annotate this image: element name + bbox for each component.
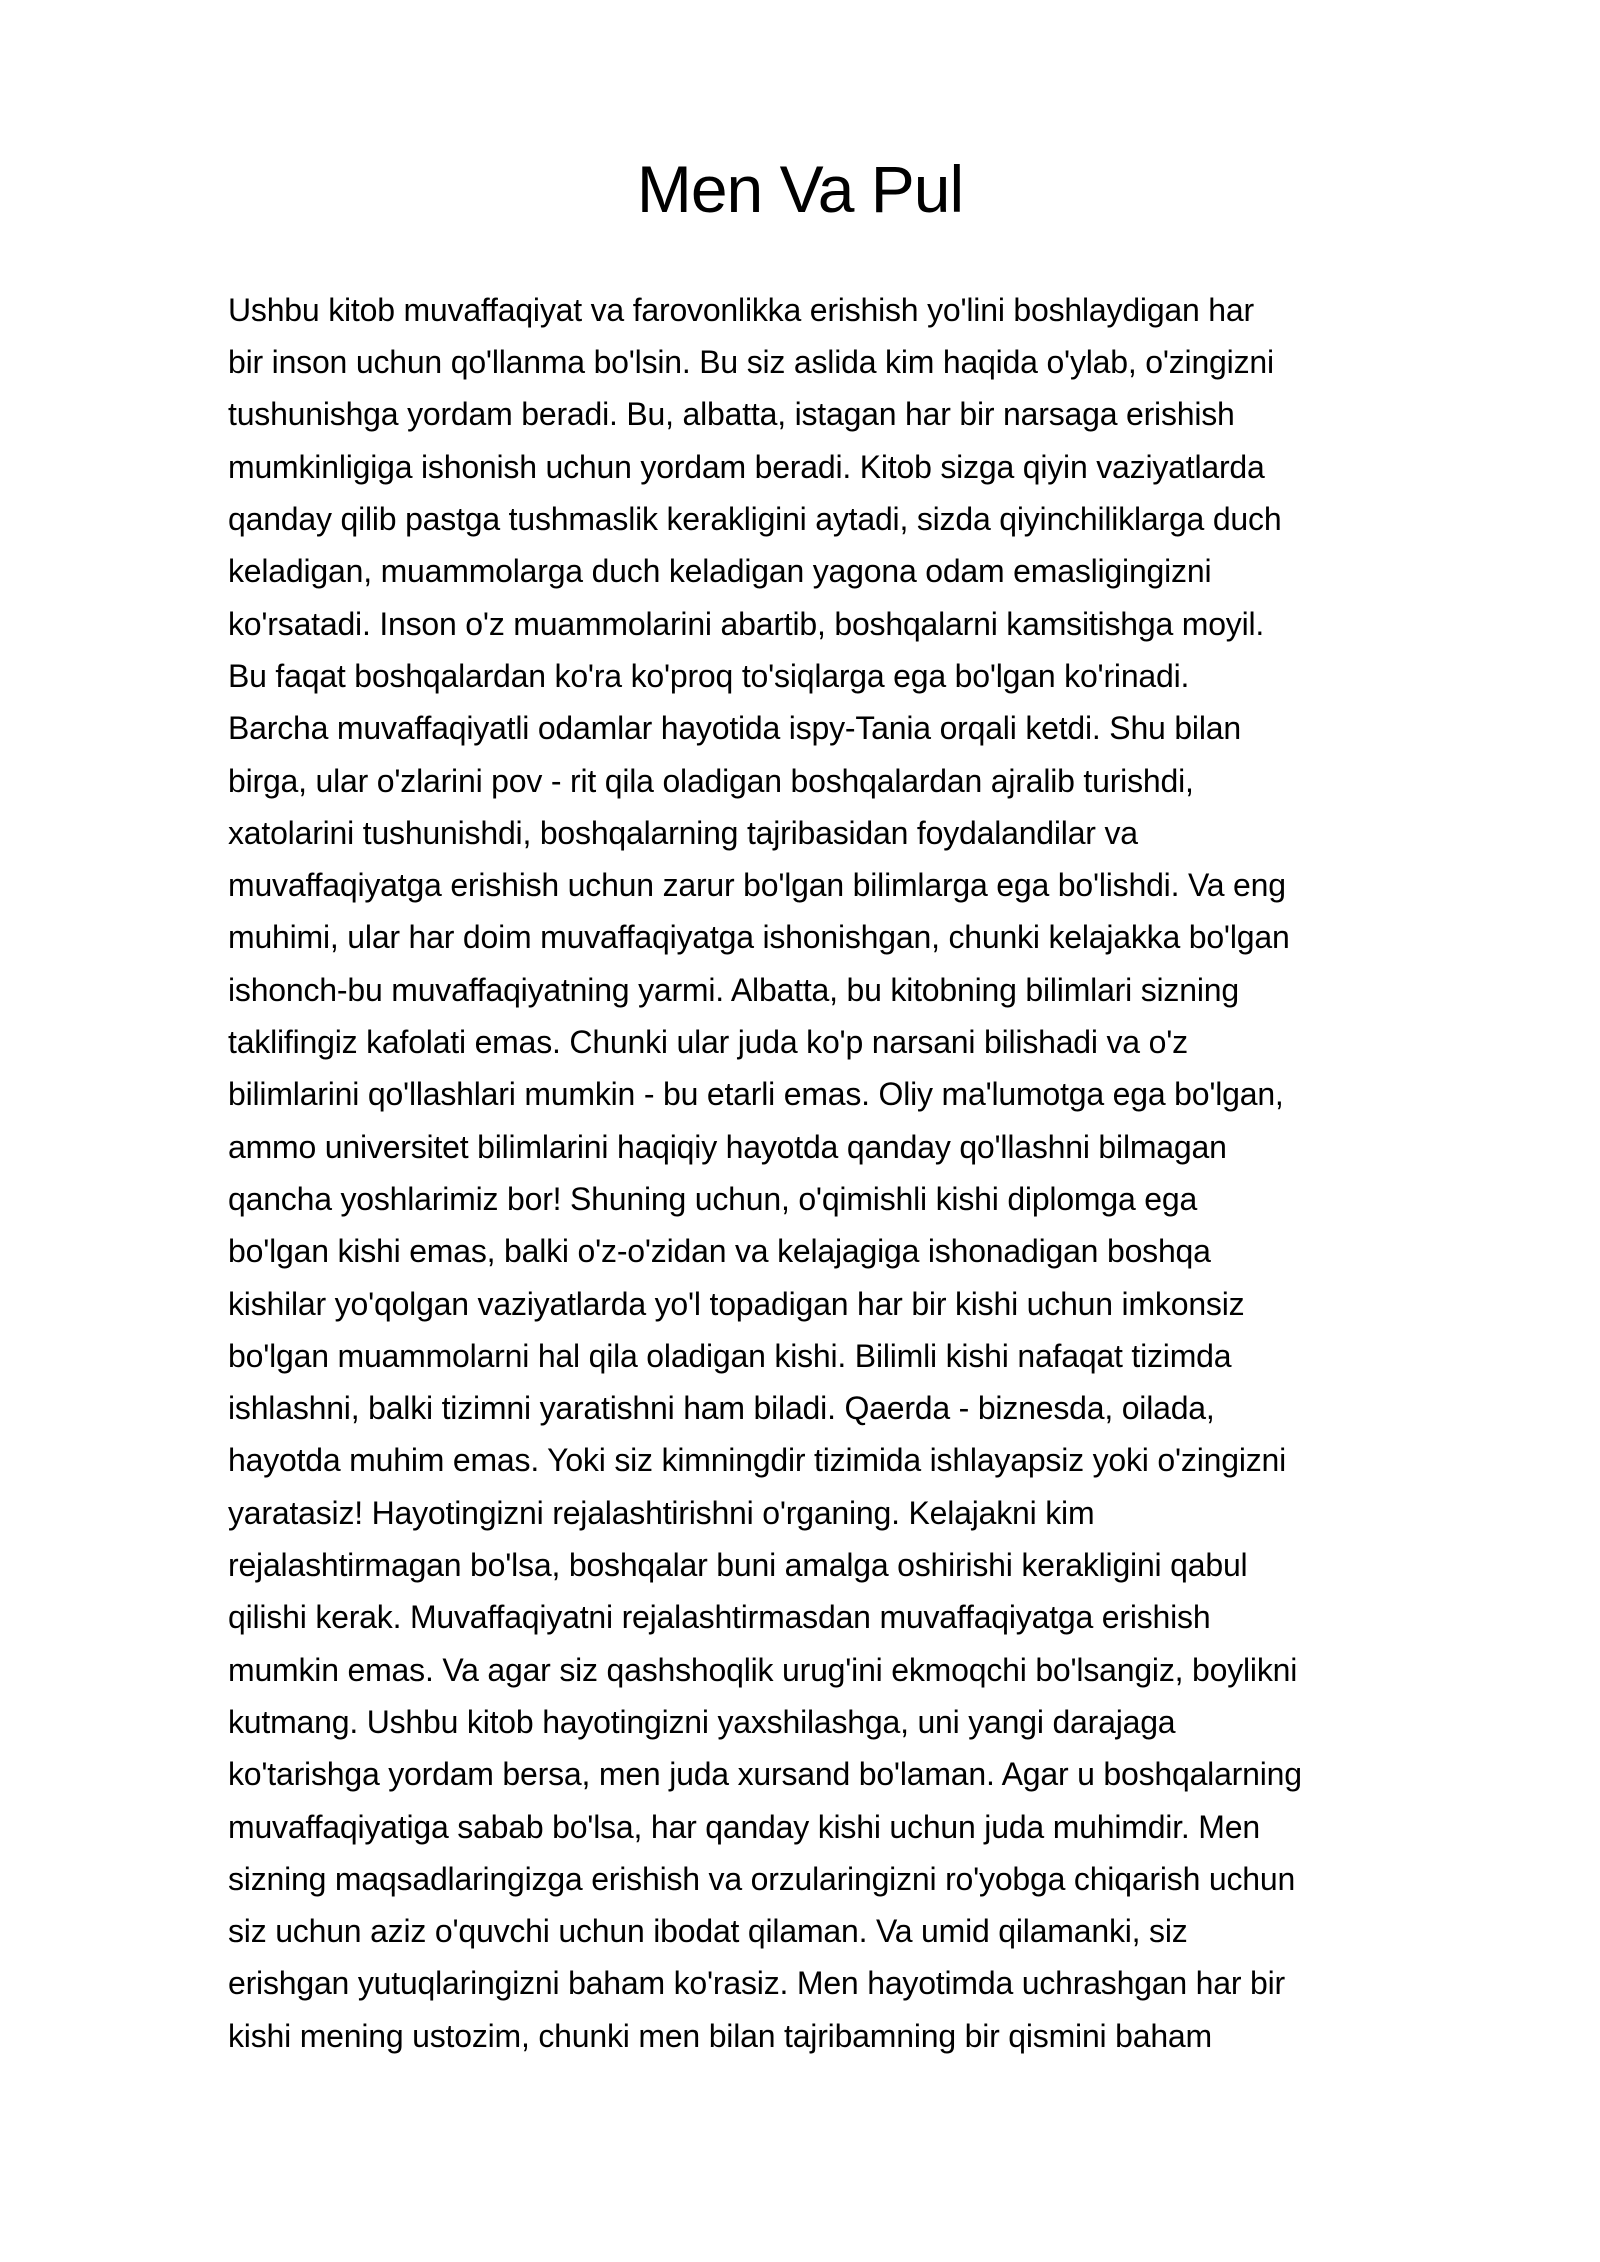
body-line: muvaffaqiyatiga sabab bo'lsa, har qanday kishi uchun juda muhimdir. Men xyxy=(228,1808,1260,1845)
body-paragraph xyxy=(228,284,1480,2062)
body-line: tushunishga yordam beradi. Bu, albatta, istagan har bir narsaga erishish xyxy=(228,396,1235,433)
body-line: Barcha muvaffaqiyatli odamlar hayotida ispy-Tania orqali ketdi. Shu bilan xyxy=(228,710,1241,747)
body-line: muvaffaqiyatga erishish uchun zarur bo'lgan bilimlarga ega bo'lishdi. Va eng xyxy=(228,867,1286,904)
body-line: yaratasiz! Hayotingizni rejalashtirishni o'rganing. Kelajakni kim xyxy=(228,1494,1095,1531)
body-line: ko'tarishga yordam bersa, men juda xursand bo'laman. Agar u boshqalarning xyxy=(228,1756,1302,1793)
body-line: qanday qilib pastga tushmaslik kerakligini aytadi, sizda qiyinchiliklarga duch xyxy=(228,501,1282,538)
body-line: ko'rsatadi. Inson o'z muammolarini abartib, boshqalarni kamsitishga moyil. xyxy=(228,605,1265,642)
body-line: bo'lgan kishi emas, balki o'z-o'zidan va kelajagiga ishonadigan boshqa xyxy=(228,1233,1211,1270)
body-line: Ushbu kitob muvaffaqiyat va farovonlikka erishish yo'lini boshlaydigan har xyxy=(228,291,1254,328)
body-line: Bu faqat boshqalardan ko'ra ko'proq to'siqlarga ega bo'lgan ko'rinadi. xyxy=(228,657,1190,694)
body-line: mumkinligiga ishonish uchun yordam beradi. Kitob sizga qiyin vaziyatlarda xyxy=(228,448,1265,485)
body-line: bir inson uchun qo'llanma bo'lsin. Bu siz aslida kim haqida o'ylab, o'zingizni xyxy=(228,344,1274,381)
body-line: siz uchun aziz o'quvchi uchun ibodat qilaman. Va umid qilamanki, siz xyxy=(228,1913,1188,1950)
body-line: mumkin emas. Va agar siz qashshoqlik urug'ini ekmoqchi bo'lsangiz, boylikni xyxy=(228,1651,1298,1688)
body-line: kishi mening ustozim, chunki men bilan tajribamning bir qismini baham xyxy=(228,2017,1212,2054)
body-line: rejalashtirmagan bo'lsa, boshqalar buni amalga oshirishi kerakligini qabul xyxy=(228,1547,1248,1584)
body-line: ammo universitet bilimlarini haqiqiy hayotda qanday qo'llashni bilmagan xyxy=(228,1128,1227,1165)
body-line: keladigan, muammolarga duch keladigan yagona odam emasligingizni xyxy=(228,553,1212,590)
body-line: bilimlarini qo'llashlari mumkin - bu etarli emas. Oliy ma'lumotga ega bo'lgan, xyxy=(228,1076,1284,1113)
body-line: qancha yoshlarimiz bor! Shuning uchun, o'qimishli kishi diplomga ega xyxy=(228,1180,1198,1217)
body-line: erishgan yutuqlaringizni baham ko'rasiz. Men hayotimda uchrashgan har bir xyxy=(228,1965,1285,2002)
body-line: qilishi kerak. Muvaffaqiyatni rejalashtirmasdan muvaffaqiyatga erishish xyxy=(228,1599,1211,1636)
page-title: Men Va Pul xyxy=(636,152,964,226)
body-line: hayotda muhim emas. Yoki siz kimningdir tizimida ishlayapsiz yoki o'zingizni xyxy=(228,1442,1287,1479)
body-line: taklifingiz kafolati emas. Chunki ular juda ko'p narsani bilishadi va o'z xyxy=(228,1024,1188,1061)
body-line: muhimi, ular har doim muvaffaqiyatga ishonishgan, chunki kelajakka bo'lgan xyxy=(228,919,1290,956)
body-line: kutmang. Ushbu kitob hayotingizni yaxshilashga, uni yangi darajaga xyxy=(228,1703,1176,1740)
body-line: ishlashni, balki tizimni yaratishni ham biladi. Qaerda - biznesda, oilada, xyxy=(228,1390,1215,1427)
body-line: xatolarini tushunishdi, boshqalarning tajribasidan foydalandilar va xyxy=(228,814,1138,851)
body-line: sizning maqsadlaringizga erishish va orzularingizni ro'yobga chiqarish uchun xyxy=(228,1860,1296,1897)
body-line: ishonch-bu muvaffaqiyatning yarmi. Albatta, bu kitobning bilimlari sizning xyxy=(228,971,1239,1008)
body-line: bo'lgan muammolarni hal qila oladigan kishi. Bilimli kishi nafaqat tizimda xyxy=(228,1337,1232,1374)
body-line: birga, ular o'zlarini pov - rit qila oladigan boshqalardan ajralib turishdi, xyxy=(228,762,1194,799)
body-line: kishilar yo'qolgan vaziyatlarda yo'l topadigan har bir kishi uchun imkonsiz xyxy=(228,1285,1245,1322)
